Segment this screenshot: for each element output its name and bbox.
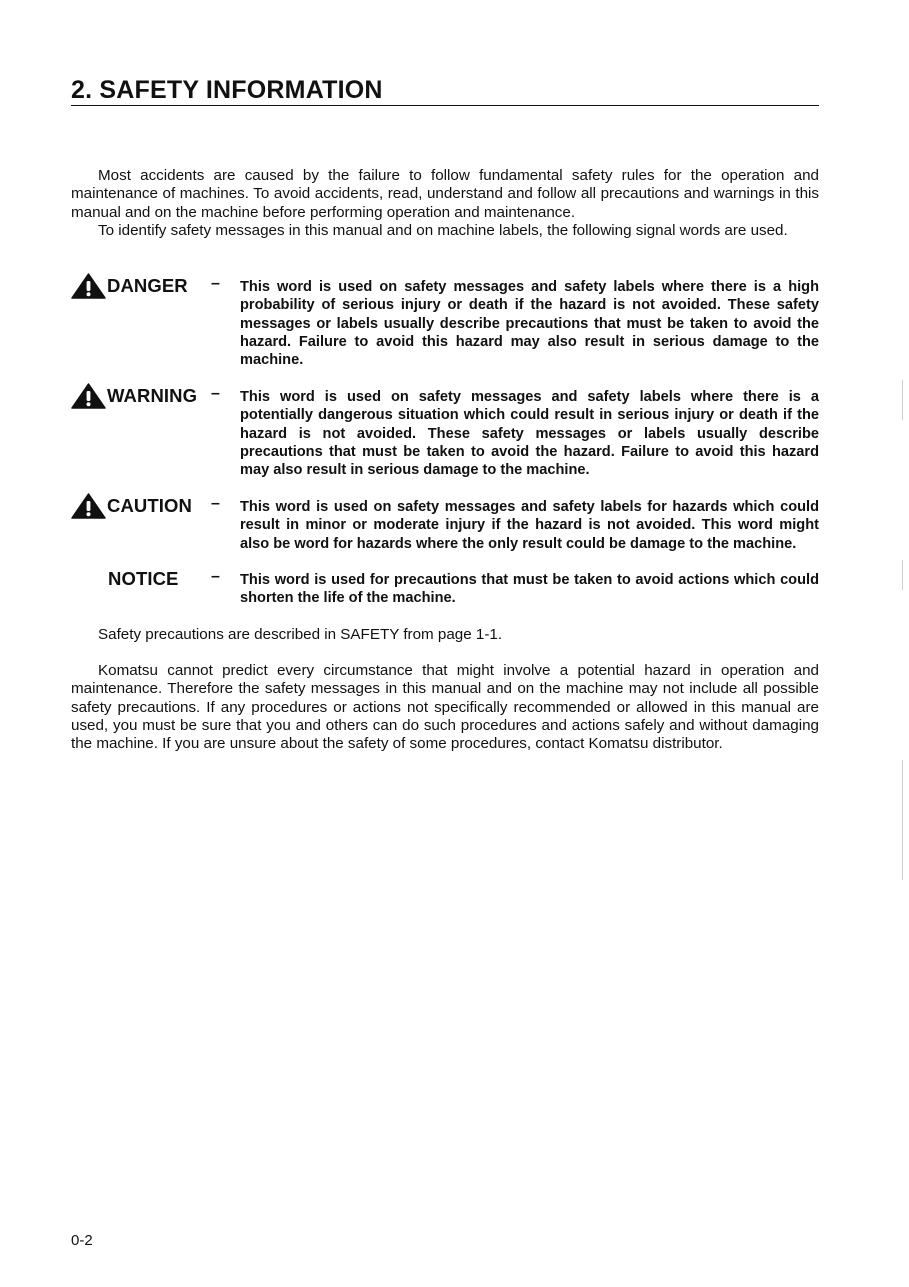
signal-word-label: WARNING (107, 385, 198, 406)
signal-word-label: CAUTION (107, 495, 192, 516)
signal-word-label: NOTICE (108, 568, 179, 589)
separator-dash: – (211, 495, 220, 512)
alert-triangle-icon (71, 273, 106, 299)
signal-word-description: This word is used on safety messages and safety labels for hazards which could result in minor or moderate injury if the hazard is not avoided. This word might also be word for hazards where the only result could be damage to the machine. (240, 499, 819, 552)
safety-reference-text: Safety precautions are described in SAFETY from page 1-1. (98, 626, 503, 643)
signal-word-description: This word is used on safety messages and safety labels where there is a potentially dangerous situation which could result in serious injury or death if the hazard is not avoided. These safety messages or labels usually describe precautions that must be taken to avoid the hazard. Failure to avoid this hazard may also result in serious damage to the machine. (240, 389, 819, 479)
section-header (71, 75, 819, 106)
alert-triangle-icon (71, 383, 106, 409)
signal-words-intro: To identify safety messages in this manual and on machine labels, the following signal words are used. (98, 222, 788, 239)
scan-artifact (902, 760, 903, 880)
page-title: 2. SAFETY INFORMATION (71, 76, 383, 104)
intro-paragraph: Most accidents are caused by the failure to follow fundamental safety rules for the operation and maintenance of machines. To avoid accidents, read, understand and follow all precautions and warnings in this manual and on the machine before performing operation and maintenance. (71, 167, 819, 221)
signal-label-danger (71, 273, 188, 299)
signal-label-warning (71, 383, 197, 409)
signal-word-description: This word is used on safety messages and safety labels where there is a high probability of serious injury or death if the hazard is not avoided. These safety messages or labels usually describe precautions that must be taken to avoid the hazard. Failure to avoid this hazard may also result in serious damage to the machine. (240, 279, 819, 369)
signal-label-notice (107, 566, 179, 592)
separator-dash: – (211, 568, 220, 585)
page-number: 0-2 (71, 1232, 93, 1249)
separator-dash: – (211, 275, 220, 292)
signal-word-description: This word is used for precautions that must be taken to avoid actions which could shorten the life of the machine. (240, 572, 819, 607)
signal-label-caution (71, 493, 192, 519)
scan-artifact (902, 380, 903, 420)
separator-dash: – (211, 385, 220, 402)
alert-triangle-icon (71, 493, 106, 519)
signal-word-label: DANGER (107, 275, 188, 296)
scan-artifact (902, 560, 903, 590)
disclaimer-paragraph: Komatsu cannot predict every circumstance that might involve a potential hazard in operation and maintenance. Therefore the safety messages in this manual and on the machine may not include all possible safety precautions. If any procedures or actions not specifically recommended or allowed in this manual are used, you must be sure that you and others can do such procedures and actions safely and without damaging the machine. If you are unsure about the safety of some procedures, contact Komatsu distributor. (71, 662, 819, 753)
